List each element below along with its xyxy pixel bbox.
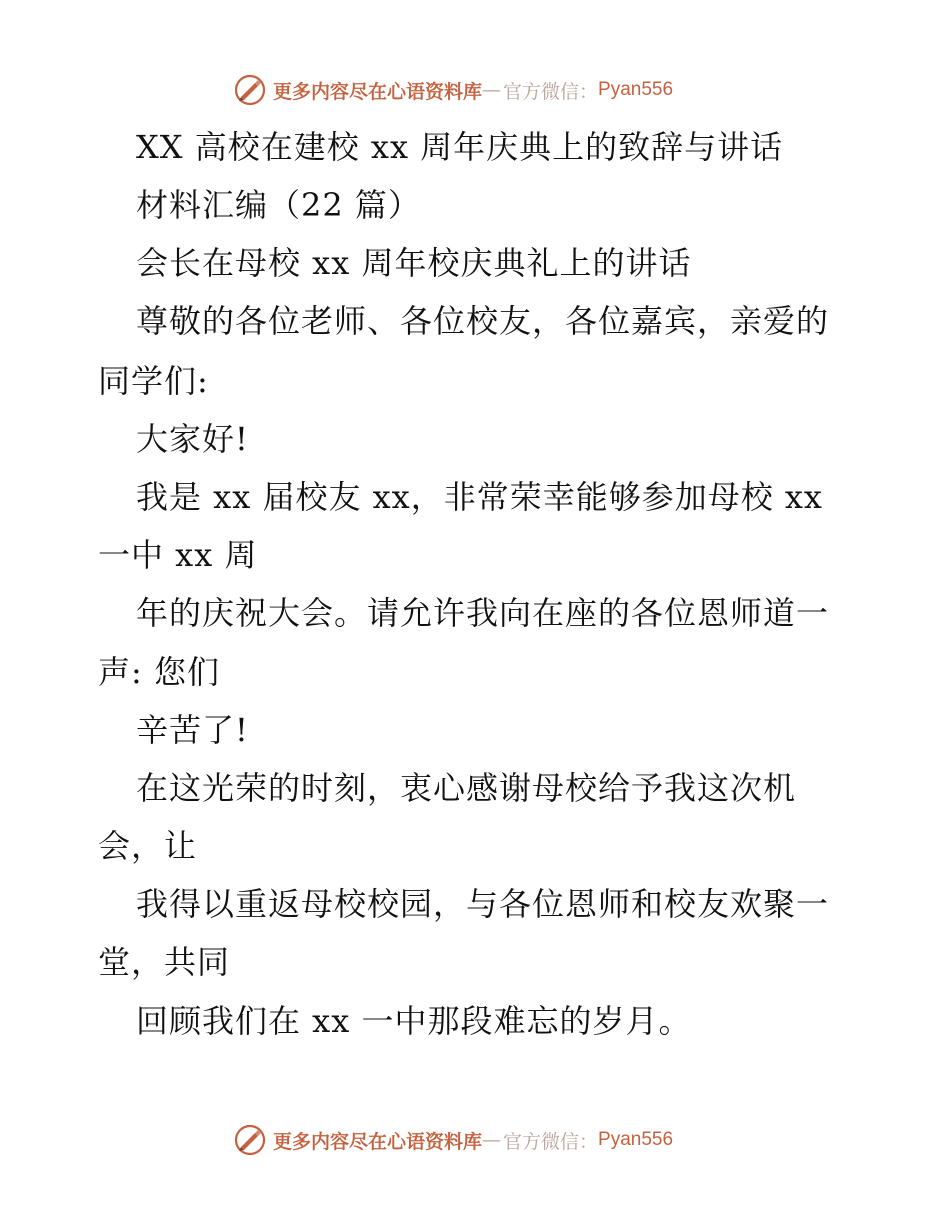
watermark-separator: —	[482, 79, 502, 101]
pen-logo-icon	[233, 1123, 267, 1157]
paragraph-line: 会，让	[98, 827, 198, 865]
watermark-text: 更多内容尽在心语资料库	[273, 80, 483, 103]
footer-watermark	[233, 1120, 673, 1160]
header-watermark	[233, 70, 673, 110]
pen-logo-icon	[233, 73, 267, 107]
paragraph-line: 大家好!	[136, 420, 249, 458]
watermark-wechat-label: 官方微信：	[503, 80, 599, 103]
watermark-wechat-id: Pyan556	[598, 1129, 674, 1150]
paragraph-line: 一中 xx 周	[98, 536, 258, 574]
paragraph-line: 我是 xx 届校友 xx，非常荣幸能够参加母校 xx	[136, 478, 823, 516]
paragraph-line: 回顾我们在 xx 一中那段难忘的岁月。	[136, 1002, 692, 1040]
watermark-wechat-id: Pyan556	[598, 79, 674, 100]
paragraph-line: 在这光荣的时刻，衷心感谢母校给予我这次机	[136, 769, 797, 807]
paragraph-line: 我得以重返母校校园，与各位恩师和校友欢聚一	[136, 885, 830, 923]
watermark-text: 更多内容尽在心语资料库	[273, 1130, 483, 1153]
document-title-line-1: XX 高校在建校 xx 周年庆典上的致辞与讲话	[136, 128, 784, 166]
paragraph-line: 尊敬的各位老师、各位校友，各位嘉宾，亲爱的	[136, 302, 830, 340]
paragraph-line: 声: 您们	[98, 653, 220, 691]
paragraph-line: 同学们:	[98, 362, 209, 400]
speech-title: 会长在母校 xx 周年校庆典礼上的讲话	[136, 244, 692, 282]
watermark-wechat-label: 官方微信：	[503, 1130, 599, 1153]
paragraph-line: 堂，共同	[98, 943, 231, 981]
paragraph-line: 辛苦了!	[136, 711, 249, 749]
paragraph-line: 年的庆祝大会。请允许我向在座的各位恩师道一	[136, 594, 830, 632]
watermark-separator: —	[482, 1129, 502, 1151]
document-title-line-2: 材料汇编（22 篇）	[136, 186, 421, 224]
